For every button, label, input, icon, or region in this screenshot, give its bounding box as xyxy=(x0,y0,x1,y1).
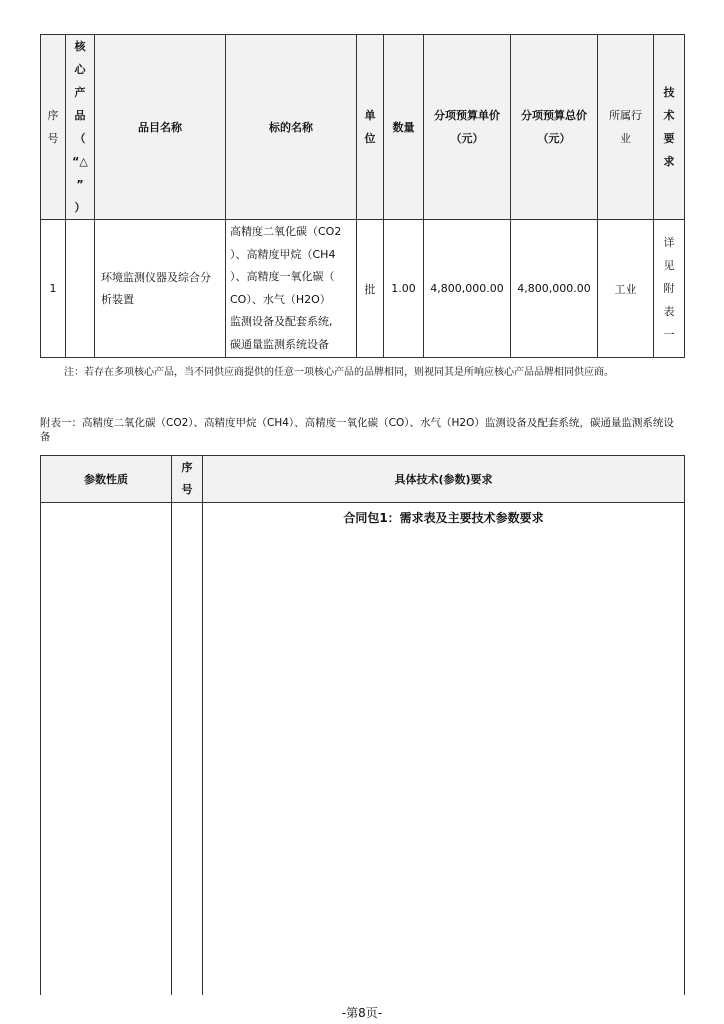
header-core-char: 品 xyxy=(74,109,86,122)
tech-char: 详 xyxy=(663,236,675,249)
header-total-price xyxy=(511,35,598,220)
target-name-line: 监测设备及配套系统, xyxy=(230,315,333,328)
header-tech-requirements xyxy=(654,35,685,220)
procurement-item-table xyxy=(40,34,685,358)
appendix-title xyxy=(40,416,684,444)
target-name-line: 高精度二氧化碳（CO2 xyxy=(230,225,342,238)
header-unit xyxy=(357,35,384,220)
header-total-price-line: 分项预算总价 xyxy=(521,109,587,122)
header-core-char: 产 xyxy=(74,86,86,99)
cell-tech-requirements xyxy=(654,220,685,358)
header-core-char: “△ xyxy=(72,155,88,168)
header-requirements: 具体技术(参数)要求 xyxy=(203,456,685,503)
cell-target-name xyxy=(226,220,357,358)
header-unit-char: 位 xyxy=(364,132,376,145)
cell-requirements xyxy=(203,503,685,996)
header-industry xyxy=(598,35,654,220)
header-unit-price-line: （元） xyxy=(450,132,484,145)
cell-industry: 工业 xyxy=(598,220,654,358)
target-name-line: 碳通量监测系统设备 xyxy=(230,337,329,351)
header-tech-char: 要 xyxy=(663,132,675,145)
header-param-type: 参数性质 xyxy=(41,456,172,503)
header-seq-char: 序 xyxy=(47,109,59,122)
cell-unit: 批 xyxy=(357,220,384,358)
tech-char: 一 xyxy=(663,328,675,341)
contract-package-title: 合同包1：需求表及主要技术参数要求 xyxy=(343,511,544,525)
core-product-note: 注：若存在多项核心产品，当不同供应商提供的任意一项核心产品的品牌相同，则视同其是所响应核心产品品牌相同供应商。 xyxy=(64,367,614,378)
target-name-line: ）、高精度一氧化碳（ xyxy=(230,270,335,283)
cell-item-name: 环境监测仪器及综合分析装置 xyxy=(95,220,226,358)
tech-char: 表 xyxy=(663,305,675,318)
header-seq xyxy=(41,35,66,220)
cell-seq xyxy=(172,503,203,996)
tech-char: 见 xyxy=(663,259,675,272)
page-number: -第8页- xyxy=(341,1006,383,1020)
header-core-product xyxy=(66,35,95,220)
cell-param-type xyxy=(41,503,172,996)
target-name-line: ）、高精度甲烷（CH4 xyxy=(230,247,336,261)
header-core-char: ” xyxy=(76,178,84,191)
appendix-label: 附表一： xyxy=(40,417,82,429)
header-seq-char: 序 xyxy=(181,461,193,474)
table-header-row xyxy=(41,35,685,220)
tech-requirements-table xyxy=(40,455,685,995)
header-item-name: 品目名称 xyxy=(95,35,226,220)
appendix-title-text: 高精度二氧化碳（CO2）、高精度甲烷（CH4）、高精度一氧化碳（CO）、水气（H2O）监测设备及配套系统，碳通量监测系统设备 xyxy=(40,417,674,443)
header-unit-price xyxy=(424,35,511,220)
header-quantity: 数量 xyxy=(384,35,424,220)
table-row xyxy=(41,503,685,996)
header-unit-price-line: 分项预算单价 xyxy=(434,109,500,122)
cell-core-product xyxy=(66,220,95,358)
header-core-char: ） xyxy=(74,201,86,214)
header-core-char: 核 xyxy=(74,40,86,53)
header-target-name: 标的名称 xyxy=(226,35,357,220)
header-core-char: （ xyxy=(74,132,86,145)
header-industry-line: 所属行 xyxy=(609,109,642,122)
tech-char: 附 xyxy=(663,282,675,295)
header-seq-char: 号 xyxy=(181,483,193,496)
header-tech-char: 术 xyxy=(663,109,675,122)
cell-seq: 1 xyxy=(41,220,66,358)
cell-total-price: 4,800,000.00 xyxy=(511,220,598,358)
header-tech-char: 技 xyxy=(663,86,675,99)
header-total-price-line: （元） xyxy=(537,132,571,145)
header-core-char: 心 xyxy=(74,63,86,76)
header-tech-char: 求 xyxy=(663,155,675,168)
header-industry-line: 业 xyxy=(620,132,631,145)
header-unit-char: 单 xyxy=(364,109,376,122)
table-header-row xyxy=(41,456,685,503)
header-seq xyxy=(172,456,203,503)
cell-unit-price: 4,800,000.00 xyxy=(424,220,511,358)
cell-quantity: 1.00 xyxy=(384,220,424,358)
table-row xyxy=(41,220,685,358)
target-name-line: CO）、水气（H2O） xyxy=(230,292,331,306)
header-seq-char: 号 xyxy=(47,132,59,145)
